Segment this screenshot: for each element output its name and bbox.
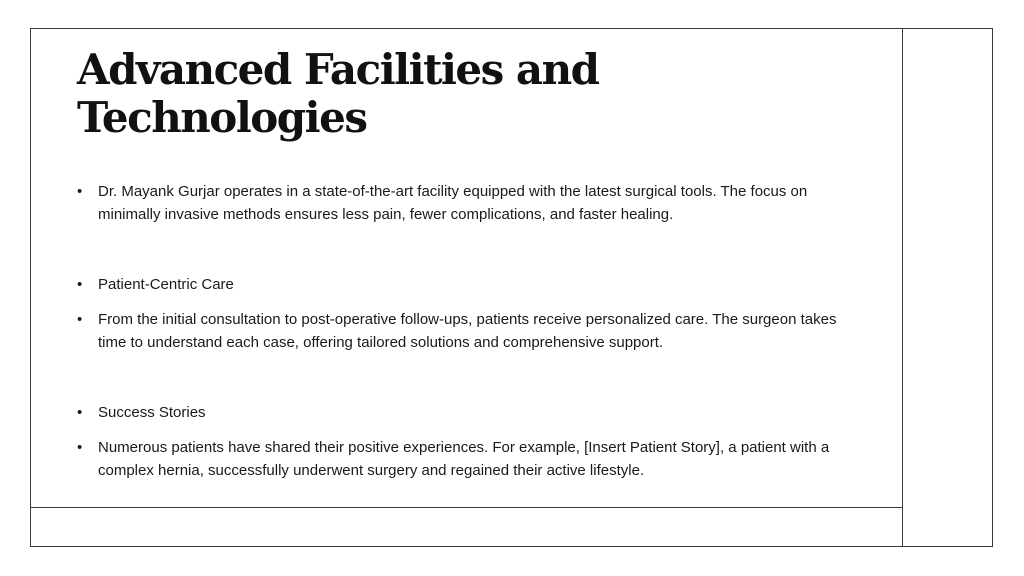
bullet-item-patient-centric-care: • Patient-Centric Care — [77, 273, 867, 296]
frame-vertical-divider — [902, 28, 903, 547]
frame-horizontal-divider — [30, 507, 903, 508]
slide-title: Advanced Facilities and Technologies — [77, 45, 599, 142]
bullet-item-facility: • Dr. Mayank Gurjar operates in a state-of-the-art facility equipped with the latest surgical tools. The focus on minimally invasive methods ensures less pain, fewer complications, and faster healing. — [77, 180, 867, 226]
bullet-item-personalized-care: • From the initial consultation to post-operative follow-ups, patients receive personalized care. The surgeon takes time to understand each case, offering tailored solutions and comprehensive support. — [77, 308, 867, 354]
bullet-list — [77, 180, 867, 482]
bullet-item-success-stories: • Success Stories — [77, 401, 867, 424]
bullet-item-patient-story: • Numerous patients have shared their positive experiences. For example, [Insert Patient Story], a patient with a complex hernia, successfully underwent surgery and regained their active lifestyle. — [77, 436, 867, 482]
